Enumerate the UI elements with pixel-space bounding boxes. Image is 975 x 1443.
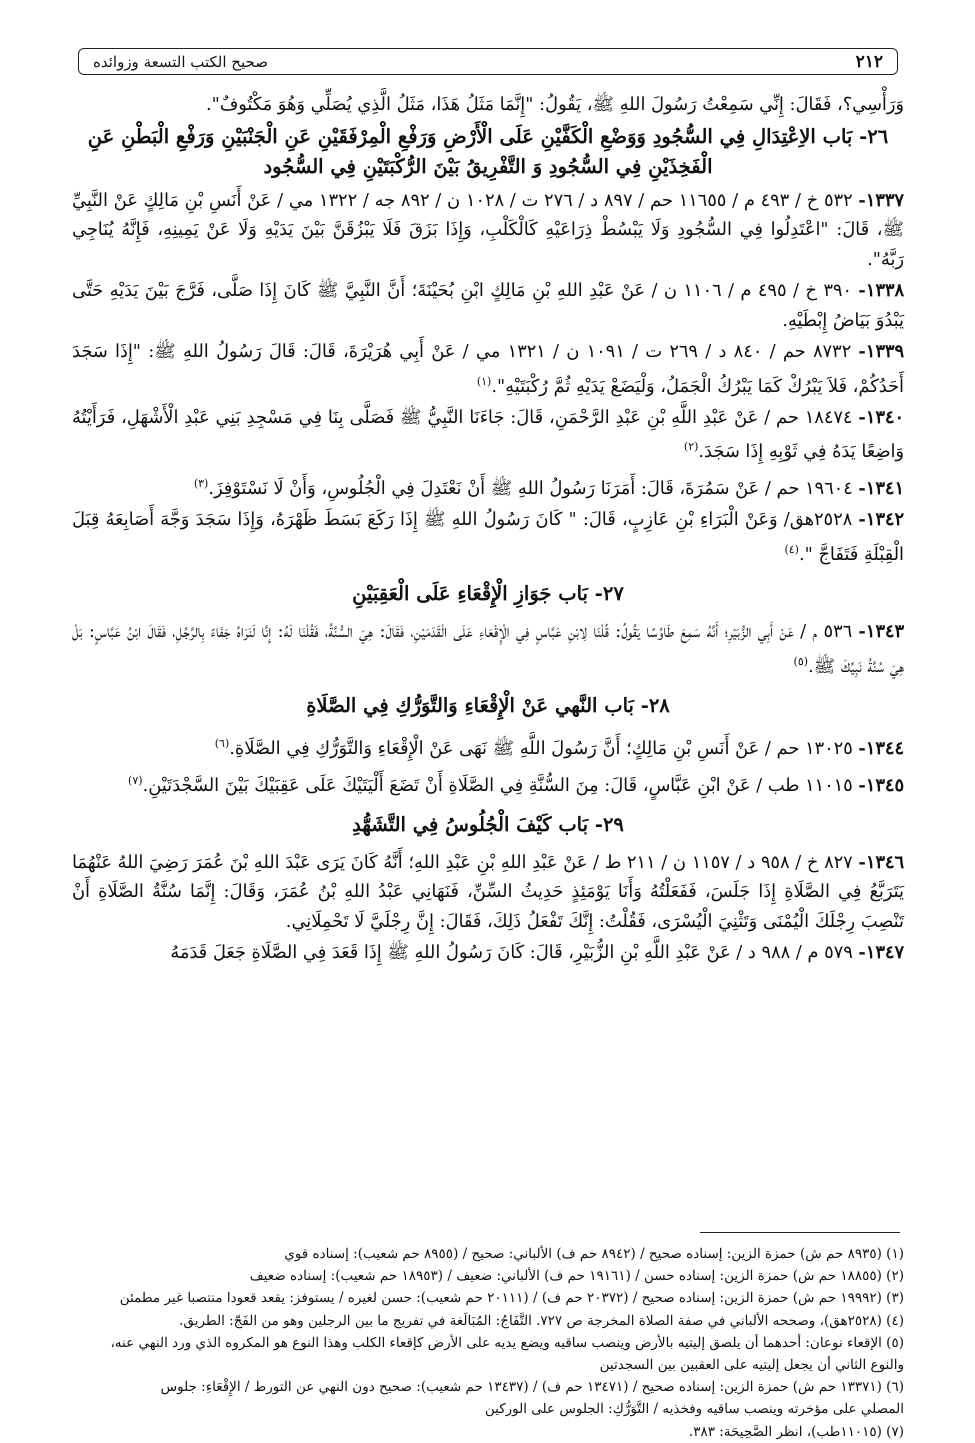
hadith-1343	[72, 617, 904, 681]
footnote-ref: (١)	[476, 374, 492, 388]
page-number: ٢١٢	[855, 51, 883, 72]
hadith-number: ١٣٤٤-	[858, 738, 904, 760]
footnote: (٧) (١١٠١٥طب)، انظر الصَّحِيحَة: ٣٨٣.	[688, 1423, 904, 1440]
footnote-continuation: والنوع الثاني أن يجعل إليتيه على العقبين بين السجدتين	[599, 1357, 904, 1374]
page-header	[78, 48, 898, 75]
hadith-number: ١٣٤٣-	[858, 621, 904, 643]
hadith-number: ١٣٣٧-	[858, 189, 904, 211]
hadith-1347	[72, 938, 904, 968]
hadith-text: ٥٣٦ م / عَنْ أَبِي الزُّبَيْرِ؛ أَنَّهُ سَمِعَ طَاوُسًا يَقُولُ: قُلْنَا لِابْنِ عَبَّاسٍ فِي الْإِقْعَاءِ عَلَى الْقَدَمَيْنِ، فَقَالَ: هِيَ السُّنَّةُ، فَقُلْنَا لَهُ: إِنَّا لَنَرَاهُ جَفَاءً بِالرَّجُلِ، فَقَالَ ابْنُ عَبَّاسٍ: بَلْ هِيَ سُنَّةُ نَبِيِّكَ ﷺ.	[72, 621, 904, 677]
footnote-continuation: المصلي على مؤخرته وينصب ساقيه وفخذيه / التَّوَرُّكِ: الجلوس على الوركين	[484, 1401, 904, 1418]
hadith-text: ١٩٦٠٤ حم / عَنْ سَمُرَةَ، قَالَ: أَمَرَنَا رَسُولُ اللهِ ﷺ أَنْ نَعْتَدِلَ فِي الْجُلُوسِ، وَأَنْ لَا نَسْتَوْفِزَ.	[208, 477, 853, 499]
continuation-text: وَرَأْسِي؟، فَقَالَ: إِنِّي سَمِعْتُ رَسُولَ اللهِ ﷺ، يَقُولُ: "إِنَّمَا مَثَلُ هَذَا، مَثَلُ الَّذِي يُصَلِّي وَهُوَ مَكْتُوفٌ".	[205, 94, 904, 115]
hadith-1344	[72, 729, 904, 763]
hadith-text: ٨٧٣٢ حم / ٨٤٠ د / ٢٦٩ ت / ١٠٩١ ن / ١٣٢١ مي / عَنْ أَبِي هُرَيْرَةَ، قَالَ: قَالَ رَسُولُ اللهِ ﷺ: "إِذَا سَجَدَ أَحَدُكُمْ، فَلاَ يَبْرُكْ كَمَا يَبْرُكُ الْجَمَلُ، وَلْيَضَعْ يَدَيْهِ ثُمَّ رُكْبَتَيْهِ".	[72, 341, 904, 397]
footnote: (١) (٨٩٣٥ حم ش) حمزة الزين: إسناده صحيح / (٨٩٤٢ حم ف) الألباني: صحيح / (٨٩٥٥ حم شعيب): إسناده قوي	[284, 1246, 904, 1262]
hadith-text: ٣٩٠ خ / ٤٩٥ م / ١١٠٦ ن / عَنْ عَبْدِ اللهِ بْنِ مَالِكٍ ابْنِ بُحَيْنَةَ؛ أَنَّ النَّبِيَّ ﷺ كَانَ إِذَا صَلَّى، فَرَّجَ بَيْنَ يَدَيْهِ حَتَّى يَبْدُوَ بَيَاضُ إِبْطَيْهِ.	[72, 280, 904, 331]
hadith-text: ٥٧٩ م / ٩٨٨ د / عَنْ عَبْدِ اللَّهِ بْنِ الزُّبَيْرِ، قَالَ: كَانَ رَسُولُ اللهِ ﷺ إِذَا قَعَدَ فِي الصَّلَاةِ جَعَلَ قَدَمَهُ	[170, 942, 853, 964]
page-body	[72, 90, 904, 970]
footnotes	[72, 1243, 904, 1443]
hadith-text: ٢٥٢٨هق/ وَعَنْ الْبَرَاءِ بْنِ عَازِبٍ، قَالَ: " كَانَ رَسُولُ اللهِ ﷺ إِذَا رَكَعَ بَسَطَ ظَهْرَهُ، وَإِذَا سَجَدَ وَجَّهَ أَصَابِعَهُ قِبَلَ الْقِبْلَةِ فَتَفَاجَّ ".	[72, 509, 904, 565]
chapter-heading-28: ٢٨- بَاب النَّهي عَنْ الْإِقْعَاءِ وَالتَّوَرُّكِ فِي الصَّلَاةِ	[306, 694, 670, 718]
hadith-1345	[72, 766, 904, 800]
chapter-heading-29: ٢٩- بَاب كَيْفَ الْجُلُوسُ فِي التَّشَهُّدِ	[352, 812, 624, 836]
footnote: (٢) (١٨٨٥٥ حم ش) حمزة الزين: إسناده حسن / (١٩١٦١ حم ف) الألباني: ضعيف / (١٨٩٥٣ حم شعيب): إسناده ضعيف	[249, 1268, 904, 1285]
footnote-ref: (٤)	[784, 542, 799, 556]
hadith-text: ١١٠١٥ طب / عَنْ ابْنِ عَبَّاسٍ، قَالَ: مِنَ السُّنَّةِ فِي الصَّلَاةِ أَنْ تَضَعَ أَلْيَتَيْكَ عَلَى عَقِبَيْكَ بَيْنَ السَّجْدَتَيْنِ.	[142, 774, 853, 796]
hadith-text: ١٣٠٢٥ حم / عَنْ أَنَسِ بْنِ مَالِكٍ؛ أَنَّ رَسُولَ اللَّهِ ﷺ نَهَى عَنْ الْإِقْعَاءِ وَالتَّوَرُّكِ فِي الصَّلَاةِ.	[229, 738, 853, 760]
footnote-ref: (٥)	[793, 654, 809, 668]
hadith-number: ١٣٤٧-	[858, 942, 904, 964]
footnote-ref: (٦)	[214, 737, 230, 751]
hadith-1339	[72, 337, 904, 401]
footnote: (٤) (٢٥٢٨هق)، وصححه الألباني في صفة الصلاة المخرجة ص ٧٢٧. التَّفَاجُ: المُبَالَغة في تفريج ما بين الرجلين وهو من الفَجّ: الطريق.	[179, 1312, 904, 1329]
footnote: (٥) الإقعاء نوعان: أحدهما أن يلصق إليتيه بالأرض وينصب ساقيه ويضع يديه على الأرض كإقعاء الكلب وهذا النوع هو المكروه الذي ورد النهي عنه،	[110, 1334, 904, 1351]
hadith-number: ١٣٤٠-	[858, 406, 904, 428]
hadith-number: ١٣٤٥-	[858, 774, 904, 796]
footnote-ref: (٢)	[683, 440, 699, 454]
footnote-ref: (٧)	[128, 773, 143, 787]
hadith-1341	[72, 469, 904, 503]
hadith-number: ١٣٤١-	[858, 477, 904, 499]
hadith-text: ٥٣٢ خ / ٤٩٣ م / ١١٦٥٥ حم / ٨٩٧ د / ٢٧٦ ت / ١٠٢٨ ن / ٨٩٢ جه / ١٣٢٢ مي / عَنْ أَنَسِ بْنِ مَالِكٍ عَنْ النَّبِيِّ ﷺ، قَالَ: "اعْتَدِلُوا فِي السُّجُودِ وَلَا يَبْسُطْ ذِرَاعَيْهِ كَالْكَلْبِ، وَإِذَا بَزَقَ فَلَا يَبْزُقَنَّ بَيْنَ يَدَيْهِ وَلَا عَنْ يَمِينِهِ، فَإِنَّهُ يُنَاجِي رَبَّهُ".	[72, 189, 904, 270]
footnote: (٦) (١٣٣٧١ حم ش) حمزة الزين: إسناده صحيح / (١٣٤٧١ حم ف) / (١٣٤٣٧ حم شعيب): صحيح دون النهي عن التورط / الإِقْعَاءِ: جلوس	[160, 1379, 904, 1396]
hadith-number: ١٣٣٩-	[858, 341, 904, 362]
hadith-text: ٨٢٧ خ / ٩٥٨ د / ١١٥٧ ن / ٢١١ ط / عَنْ عَبْدِ اللهِ بْنِ عَبْدِ اللهِ؛ أَنَّهُ كَانَ يَرَى عَبْدَ اللهِ بْنَ عُمَرَ رَضِيَ اللهُ عَنْهُمَا يَتَرَبَّعُ فِي الصَّلَاةِ إِذَا جَلَسَ، فَفَعَلْتُهُ وَأَنَا يَوْمَئِذٍ حَدِيثُ السِّنِّ، فَنَهَانِي عَبْدُ اللهِ بْنُ عُمَرَ، وَقَالَ: إِنَّمَا سُنَّةُ الصَّلَاةِ أَنْ تَنْصِبَ رِجْلَكَ الْيُمْنَى وَتَثْنِيَ الْيُسْرَى، فَقُلْتُ: إِنَّكَ تَفْعَلُ ذَلِكَ، فَقَالَ: إِنَّ رِجْلَيَّ لَا تَحْمِلَانِي.	[72, 851, 904, 932]
footnote-separator	[700, 1232, 900, 1233]
footnote-ref: (٣)	[193, 476, 209, 490]
book-title: صحيح الكتب التسعة وزوائده	[93, 52, 268, 71]
hadith-text: ١٨٤٧٤ حم / عَنْ عَبْدِ اللَّهِ بْنِ عَبْدِ الرَّحْمَنِ، قَالَ: جَاءَنَا النَّبِيُّ ﷺ فَصَلَّى بِنَا فِي مَسْجِدِ بَنِي عَبْدِ الْأَشْهَلِ، فَرَأَيْتُهُ وَاضِعًا يَدَهُ فِي ثَوْبِهِ إِذَا سَجَدَ.	[72, 406, 904, 463]
hadith-number: ١٣٤٢-	[858, 509, 904, 531]
footnote: (٣) (١٩٩٩٢ حم ش) حمزة الزين: إسناده صحيح / (٢٠٣٧٢ حم ف) / (٢٠١١١ حم شعيب): حسن لغيره / يستوفز: يقعد قعودا منتصبا غير مطمئن	[119, 1290, 904, 1307]
hadith-1346	[72, 848, 904, 937]
hadith-1340	[72, 403, 904, 467]
hadith-1342	[72, 505, 904, 569]
hadith-number: ١٣٤٦-	[858, 851, 905, 873]
hadith-1338	[72, 276, 904, 335]
chapter-heading-27: ٢٧- بَاب جَوَازِ الْإِقْعَاءِ عَلَى الْعَقِبَيْنِ	[352, 582, 624, 606]
chapter-heading-26: ٢٦- بَاب الاِعْتِدَالِ فِي السُّجُودِ وَوَضْعِ الْكَفَّيْنِ عَلَى الْأَرْضِ وَرَفْعِ الْمِرْفَقَيْنِ عَنِ الْجَنْبَيْنِ وَرَفْعِ الْبَطْنِ عَنِ الْفَخِذَيْنِ فِي السُّجُودِ وَ التَّفْرِيقُ بَيْنَ الرُّكْبَتَيْنِ فِي السُّجُود	[87, 124, 889, 178]
hadith-number: ١٣٣٨-	[858, 280, 904, 301]
hadith-1337	[72, 186, 904, 275]
